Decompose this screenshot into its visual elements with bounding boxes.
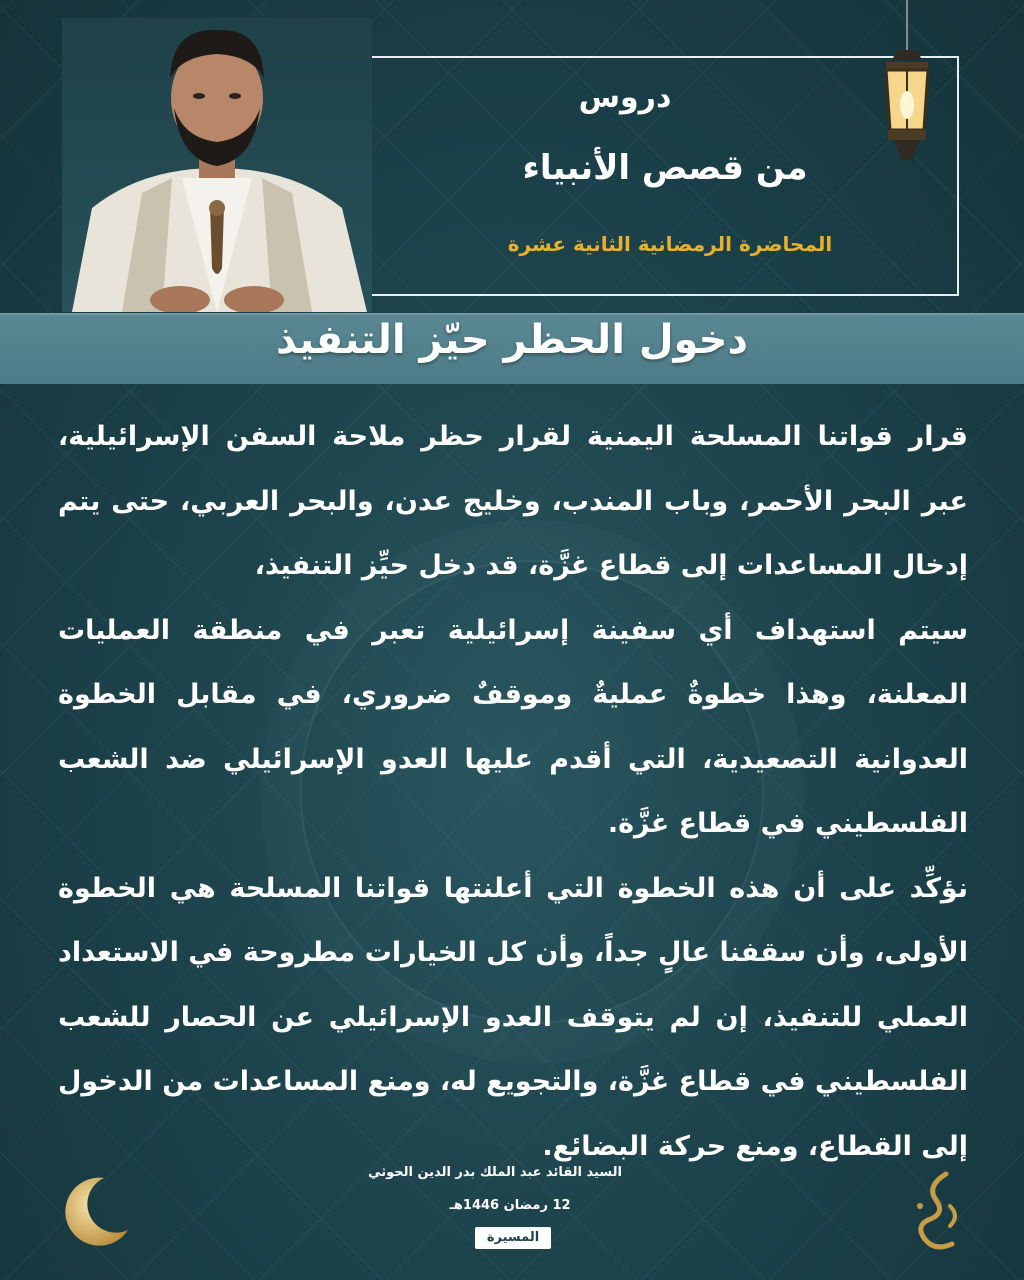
lantern-icon: [872, 0, 942, 170]
lecture-series-title-line1: دروس: [578, 80, 672, 115]
paragraph: سيتم استهداف أي سفينة إسرائيلية تعبر في منطقة العمليات المعلنة، وهذا خطوةٌ عمليةٌ وموقفٌ ضروري، في مقابل الخطوة العدوانية التصعيدية، التي أقدم عليها العدو الإسرائيلي ضد الشعب الفلسطيني في قطاع غزَّة.: [58, 614, 968, 839]
lecture-subtitle: المحاضرة الرمضانية الثانية عشرة: [507, 232, 833, 256]
headline-title: دخول الحظر حيّز التنفيذ: [276, 317, 748, 363]
paragraph: نؤكِّد على أن هذه الخطوة التي أعلنتها قواتنا المسلحة هي الخطوة الأولى، وأن سقفنا عالٍ جداً، وأن كل الخيارات مطروحة في الاستعداد العملي للتنفيذ، إن لم يتوقف العدو الإسرائيلي عن الحصار للشعب الفلسطيني في قطاع غزَّة، والتجويع له، ومنع المساعدات من الدخول إلى القطاع، ومنع حركة البضائع.: [58, 872, 968, 1162]
lecture-series-title-line2: من قصص الأنبياء: [522, 148, 808, 188]
paragraph: قرار قواتنا المسلحة اليمنية لقرار حظر ملاحة السفن الإسرائيلية، عبر البحر الأحمر، وباب المندب، وخليج عدن، والبحر العربي، حتى يتم إدخال المساعدات إلى قطاع غزَّة، قد دخل حيِّز التنفيذ،: [58, 421, 968, 581]
ramadan-calligraphy-icon: [906, 1166, 966, 1256]
almasirah-logo: المسيرة: [475, 1227, 551, 1249]
lecture-date: 12 رمضان 1446هـ: [449, 1198, 571, 1213]
speaker-attribution: السيد القائد عبد الملك بدر الدين الحوثي: [368, 1165, 622, 1180]
crescent-moon-icon: [54, 1172, 134, 1252]
speaker-portrait: [62, 18, 372, 312]
quote-body: [58, 405, 968, 1179]
